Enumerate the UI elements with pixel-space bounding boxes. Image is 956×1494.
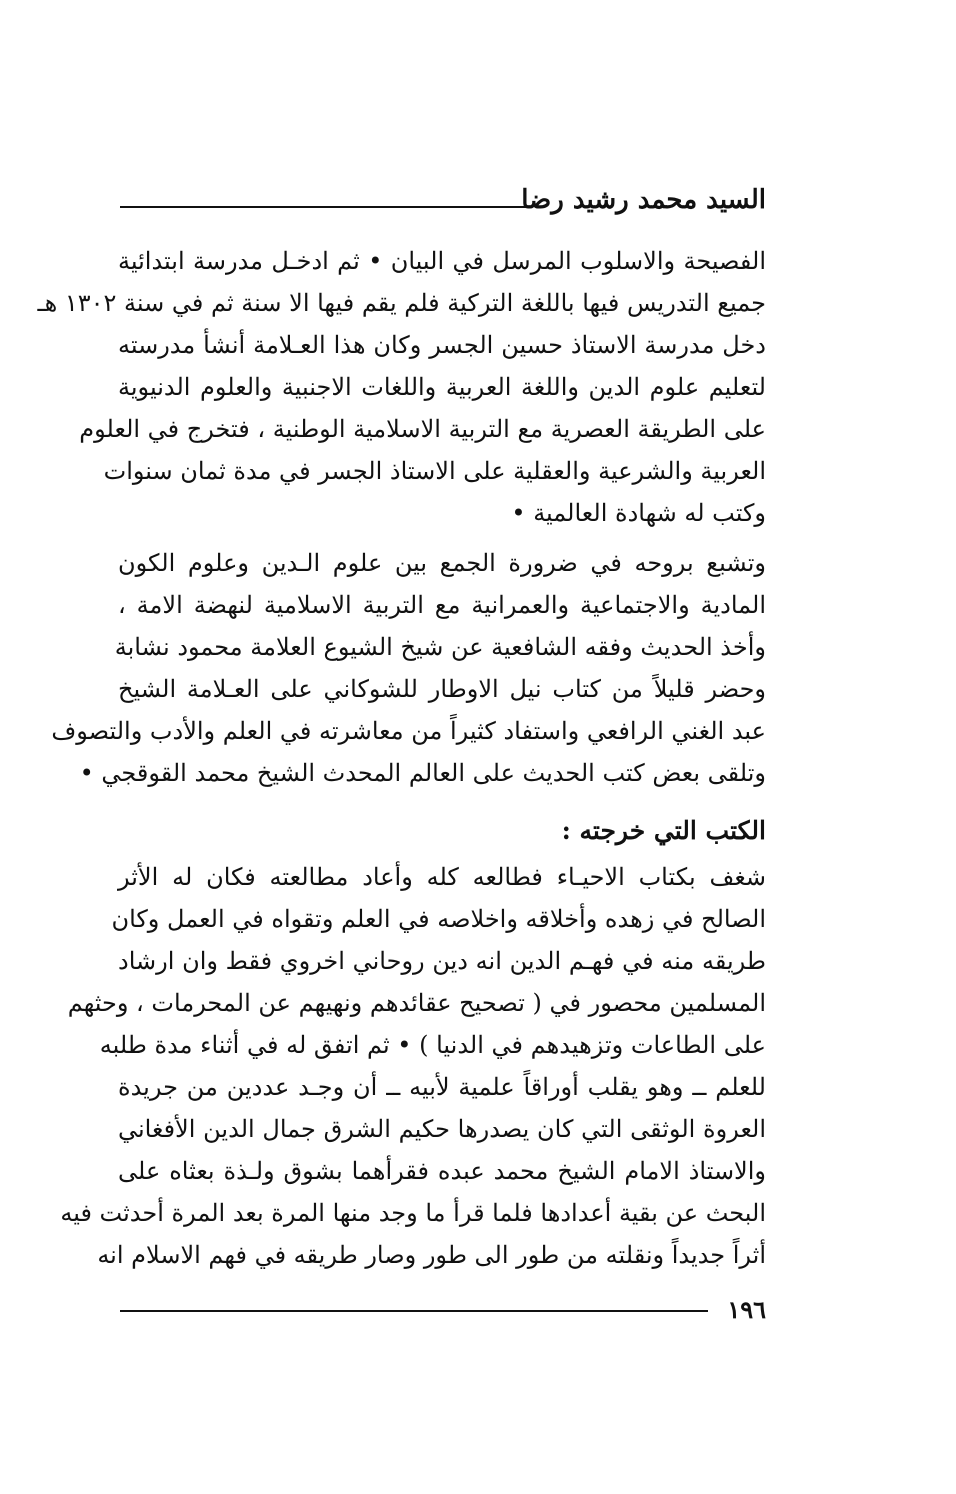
- text-line: العروة الوثقى التي كان يصدرها حكيم الشرق جمال الدين الأفغاني: [118, 1115, 766, 1143]
- header-rule: [120, 206, 528, 208]
- running-header: [120, 180, 766, 220]
- text-line: لتعليم علوم الدين واللغة العربية واللغات الاجنبية والعلوم الدنيوية: [118, 373, 766, 401]
- text-line: عبد الغني الرافعي واستفاد كثيراً من معاشرته في العلم والأدب والتصوف: [51, 717, 766, 745]
- text-line: وكتب له شهادة العالمية •: [511, 499, 766, 527]
- text-line: شغف بكتاب الاحيـاء فطالعه كله وأعاد مطالعته فكان له الأثر: [118, 863, 766, 891]
- page-footer: [120, 1290, 766, 1330]
- paragraph-3: [60, 856, 766, 1276]
- text-line: على الطريقة العصرية مع التربية الاسلامية الوطنية ، فتخرج في العلوم: [79, 415, 766, 443]
- text-line: المسلمين محصور في ( تصحيح عقائدهم ونهيهم عن المحرمات ، وحثهم: [67, 989, 766, 1017]
- text-line: على الطاعات وتزهيدهم في الدنيا ) • ثم اتفق له في أثناء مدة طلبه: [99, 1031, 766, 1059]
- text-line: وتشبع بروحه في ضرورة الجمع بين علوم الـدين وعلوم الكون: [118, 549, 766, 577]
- text-line: المادية والاجتماعية والعمرانية مع التربية الاسلامية لنهضة الامة ،: [118, 591, 766, 619]
- paragraph-1: [37, 240, 766, 534]
- text-line: الفصيحة والاسلوب المرسل في البيان • ثم ادخـل مدرسة ابتدائية: [118, 247, 766, 275]
- text-line: الصالح في زهده وأخلاقه واخلاصه في العلم وتقواه في العمل وكان: [111, 905, 766, 933]
- chapter-title: السيد محمد رشيد رضا: [521, 185, 766, 215]
- footer-rule: [120, 1310, 708, 1312]
- text-line: دخل مدرسة الاستاذ حسين الجسر وكان هذا العـلامة أنشأ مدرسته: [118, 331, 766, 359]
- text-line: وتلقى بعض كتب الحديث على العالم المحدث الشيخ محمد القوقجي •: [79, 759, 766, 787]
- text-line: وحضر قليلاً من كتاب نيل الاوطار للشوكاني على العـلامة الشيخ: [118, 675, 766, 703]
- text-line: والاستاذ الامام الشيخ محمد عبده فقرأهما بشوق ولـذة بعثاه على: [118, 1157, 766, 1185]
- paragraph-2: [51, 542, 766, 794]
- text-line: البحث عن بقية أعدادها فلما قرأ ما وجد منها المرة بعد المرة أحدثت فيه: [60, 1199, 766, 1227]
- text-line: جميع التدريس فيها باللغة التركية فلم يقم فيها الا سنة ثم في سنة ١٣٠٢ هـ: [37, 289, 766, 317]
- page-number: ١٩٦: [727, 1295, 766, 1324]
- text-line: طريقه منه في فهـم الدين انه دين روحاني اخروي فقط وان ارشاد: [118, 947, 766, 975]
- text-line: العربية والشرعية والعقلية على الاستاذ الجسر في مدة ثمان سنوات: [103, 457, 766, 485]
- section-heading: الكتب التي خرجته :: [561, 816, 766, 845]
- text-line: للعلم ــ وهو يقلب أوراقاً علمية لأبيه ــ أن وجـد عددين من جريدة: [118, 1073, 766, 1101]
- text-line: وأخذ الحديث وفقه الشافعية عن شيخ الشيوع العلامة محمود نشابة: [114, 633, 766, 661]
- text-line: أثراً جديداً ونقلته من طور الى طور وصار طريقه في فهم الاسلام انه: [97, 1241, 766, 1269]
